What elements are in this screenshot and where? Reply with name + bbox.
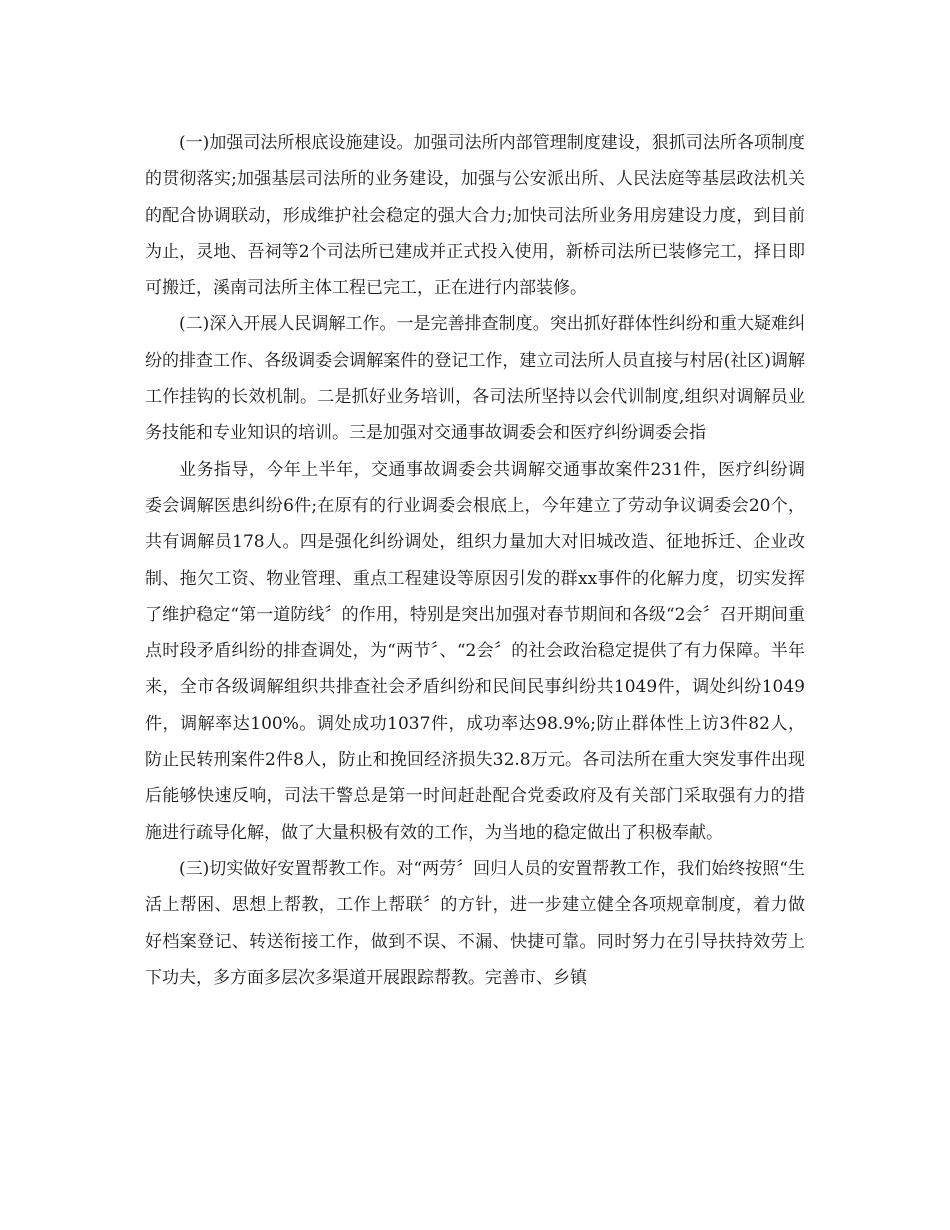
paragraph-guidance: 业务指导，今年上半年，交通事故调委会共调解交通事故案件231件，医疗纠纷调委会调解医患纠纷6件;在原有的行业调委会根底上，今年建立了劳动争议调委会20个，共有调解员178人。四是强化纠纷调处，组织力量加大对旧城改造、征地拆迁、企业改制、拖欠工资、物业管理、重点工程建设等原因引发的群xx事件的化解力度，切实发挥了维护稳定“第一道防线〞的作用，特别是突出加强对春节期间和各级“2会〞召开期间重点时段矛盾纠纷的排查调处，为“两节〞、“2会〞的社会政治稳定提供了有力保障。半年来，全市各级调解组织共排查社会矛盾纠纷和民间民事纠纷共1049件，调处纠纷1049件，调解率达100%。调处成功1037件，成功率达98.9%;防止群体性上访3件82人，防止民转刑案件2件8人，防止和挽回经济损失32.8万元。各司法所在重大突发事件出现后能够快速反响，司法干警总是第一时间赶赴配合党委政府及有关部门采取强有力的措施进行疏导化解，做了大量积极有效的工作，为当地的稳定做出了积极奉献。 [145, 459, 805, 843]
paragraph-mediation: (二)深入开展人民调解工作。一是完善排查制度。突出抓好群体性纠纷和重大疑难纠纷的排查工作、各级调委会调解案件的登记工作，建立司法所人员直接与村居(社区)调解工作挂钩的长效机制。二是抓好业务培训，各司法所坚持以会代训制度,组织对调解员业务技能和专业知识的培训。三是加强对交通事故调委会和医疗纠纷调委会指 [145, 314, 805, 444]
paragraph-resettlement: (三)切实做好安置帮教工作。对“两劳〞回归人员的安置帮教工作，我们始终按照“生活上帮困、思想上帮教，工作上帮联〞的方针，进一步建立健全各项规章制度，着力做好档案登记、转送衔接工作，做到不误、不漏、快捷可靠。同时努力在引导扶持效劳上下功夫，多方面多层次多渠道开展跟踪帮教。完善市、乡镇 [145, 858, 805, 988]
document-body [145, 125, 805, 996]
paragraph-infrastructure: (一)加强司法所根底设施建设。加强司法所内部管理制度建设，狠抓司法所各项制度的贯彻落实;加强基层司法所的业务建设，加强与公安派出所、人民法庭等基层政法机关的配合协调联动，形成维护社会稳定的强大合力;加快司法所业务用房建设力度，到目前为止，灵地、吾祠等2个司法所已建成并正式投入使用，新桥司法所已装修完工，择日即可搬迁，溪南司法所主体工程已完工，正在进行内部装修。 [145, 133, 805, 299]
